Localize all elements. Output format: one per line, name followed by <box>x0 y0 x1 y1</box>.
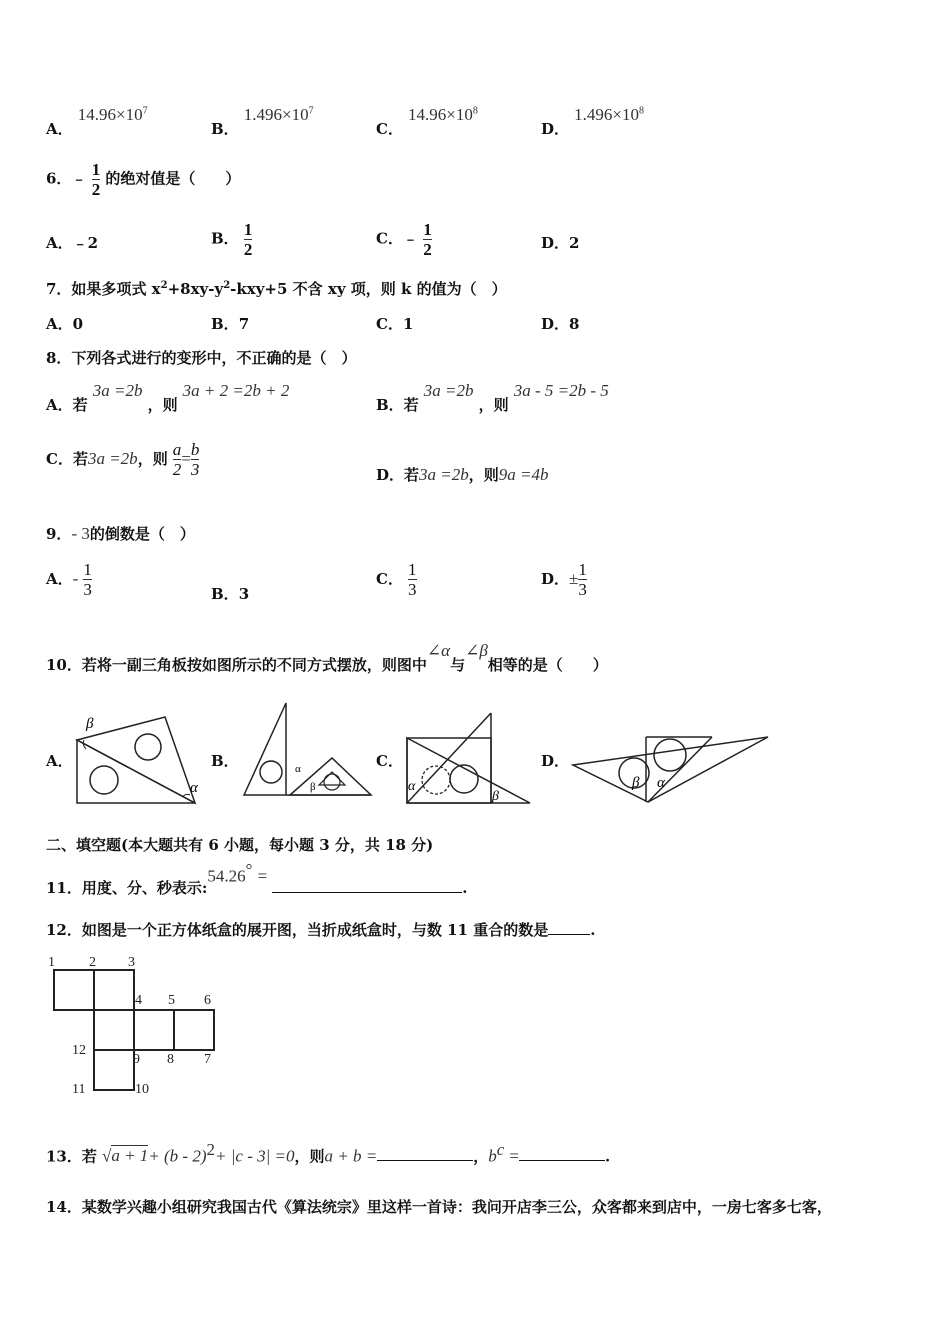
svg-text:6: 6 <box>204 993 211 1008</box>
svg-text:3: 3 <box>128 955 135 970</box>
svg-text:4: 4 <box>135 993 142 1008</box>
q8-option-c: C．若3a =2b，则 $\frac{a}{2}$ = $\frac{b}{3}$ <box>46 440 200 479</box>
q8-option-b: B．若 3a =2b ，则 3a - 5 =2b - 5 <box>376 381 609 414</box>
q7-option-d: D．8 <box>541 315 580 333</box>
q9-stem: 9．- 3的倒数是（ ） <box>46 524 195 543</box>
svg-text:9: 9 <box>133 1052 140 1067</box>
fraction: $\frac{1}{2}$ <box>91 160 101 199</box>
option-label: C． <box>376 120 403 138</box>
q10-figure-b <box>240 700 375 800</box>
fraction: $\frac{a}{2}$ <box>172 440 182 479</box>
option-value: $14.96\times 10^8$ <box>408 105 478 124</box>
option-label: D． <box>541 120 570 138</box>
q6-option-d: D．2 <box>541 234 580 252</box>
svg-text:α: α <box>657 775 665 791</box>
q9-option-a: A．- $\frac{1}{3}$ <box>46 560 92 599</box>
svg-text:α: α <box>408 779 416 794</box>
svg-text:1: 1 <box>48 955 55 970</box>
q13-stem: 13．若 √a + 1+ (b - 2)$^2$+ |c - 3| =0，则a + b = ，$b^c$ = . <box>46 1140 611 1166</box>
q7-option-a: A．0 <box>46 315 84 333</box>
q9-option-b: B．3 <box>211 585 250 603</box>
option-value: $14.96\times 10^7$ <box>77 105 148 124</box>
q8-stem: 8．下列各式进行的变形中，不正确的是（ ） <box>46 349 357 367</box>
q5-option-a <box>46 104 148 138</box>
q6-option-b: B． $\frac{1}{2}$ <box>211 220 253 259</box>
q7-option-c: C．1 <box>376 315 414 333</box>
q12-cube-net <box>44 950 229 1100</box>
svg-text:β: β <box>632 775 640 791</box>
q10-label-a: A． <box>46 752 73 770</box>
q13-answer-blank-2[interactable] <box>519 1144 605 1161</box>
option-label: B． <box>211 120 239 138</box>
q6-option-a: A．﹣2 <box>46 234 99 252</box>
q10-label-d: D． <box>541 752 570 770</box>
fraction: $\frac{b}{3}$ <box>190 440 200 479</box>
q14-stem: 14．某数学兴趣小组研究我国古代《算法统宗》里这样一首诗：我问开店李三公，众客都来到店中，一房七客多七客， <box>46 1198 832 1216</box>
q9-option-d: D．± $\frac{1}{3}$ <box>541 560 587 599</box>
svg-text:β: β <box>492 789 499 804</box>
q13-answer-blank-1[interactable] <box>377 1144 473 1161</box>
q10-figure-d <box>570 725 775 805</box>
sqrt-expression: √a + 1 <box>101 1146 149 1166</box>
q11-stem: 11．用度、分、秒表示:54.26° = . <box>46 860 468 898</box>
q12-answer-blank[interactable] <box>548 918 590 935</box>
option-label: A． <box>46 120 73 138</box>
q8-option-d: D．若3a =2b，则9a =4b <box>376 465 549 484</box>
q11-answer-blank[interactable] <box>272 872 462 893</box>
q8-option-a: A．若 3a =2b ，则 3a + 2 =2b + 2 <box>46 381 290 414</box>
q10-figure-c <box>402 705 537 805</box>
svg-text:7: 7 <box>204 1052 211 1067</box>
section-2-title: 二、填空题(本大题共有 6 小题，每小题 3 分，共 18 分) <box>46 836 434 854</box>
q10-figure-a <box>70 705 205 805</box>
svg-text:10: 10 <box>135 1082 149 1097</box>
q6-option-c: C．﹣ $\frac{1}{2}$ <box>376 220 432 259</box>
svg-text:β: β <box>310 781 316 793</box>
svg-text:12: 12 <box>72 1043 86 1058</box>
q9-option-c: C． $\frac{1}{3}$ <box>376 560 417 599</box>
q10-stem: 10．若将一副三角板按如图所示的不同方式摆放，则图中∠α与∠β相等的是（ ） <box>46 641 608 674</box>
option-value: $1.496\times 10^8$ <box>574 105 644 124</box>
q5-option-b <box>211 104 314 138</box>
q12-stem: 12．如图是一个正方体纸盒的展开图，当折成纸盒时，与数 11 重合的数是 . <box>46 918 595 940</box>
svg-text:α: α <box>190 780 198 796</box>
q6-stem: 6．﹣ $\frac{1}{2}$ 的绝对值是（ ） <box>46 160 241 199</box>
q5-option-c <box>376 104 478 138</box>
svg-text:5: 5 <box>168 993 175 1008</box>
svg-text:2: 2 <box>89 955 96 970</box>
option-value: $1.496\times 10^7$ <box>243 105 314 124</box>
q10-label-b: B． <box>211 752 239 770</box>
svg-text:11: 11 <box>72 1082 86 1097</box>
svg-text:α: α <box>295 763 301 775</box>
q7-stem: 7．如果多项式 $x^2+8xy-y^2-kxy+5$ 不含 xy 项，则 k 的值为（ ） <box>46 280 507 298</box>
svg-text:8: 8 <box>167 1052 174 1067</box>
svg-text:β: β <box>86 716 94 732</box>
q7-option-b: B．7 <box>211 315 250 333</box>
q10-label-c: C． <box>376 752 403 770</box>
q5-option-d <box>541 104 644 138</box>
